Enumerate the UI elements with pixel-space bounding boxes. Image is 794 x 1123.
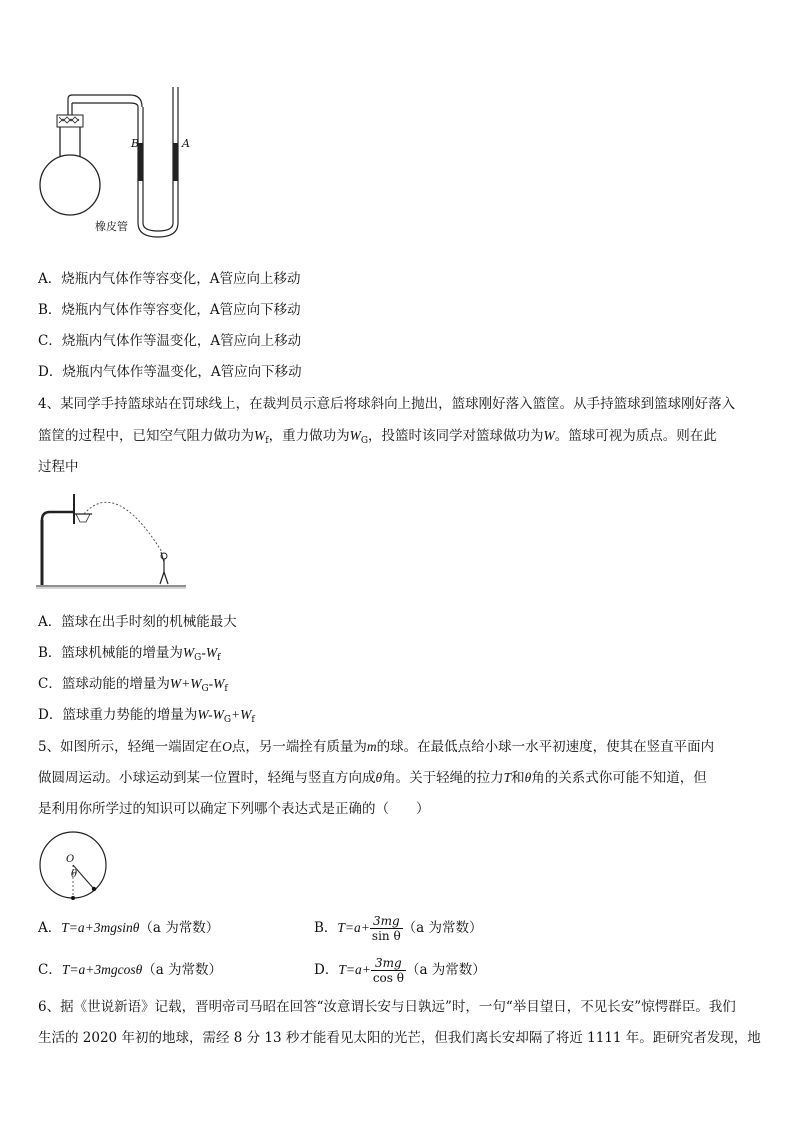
q5-option-b: B．T=a+ $\frac{3mg}{\text{sin θ}}$ （a 为常数） (314, 914, 483, 943)
q3-option-d: D．烧瓶内气体作等温变化，A管应向下移动 (38, 364, 302, 380)
q4-option-a: A．篮球在出手时刻的机械能最大 (38, 614, 237, 630)
q6-line-2: 生活的 2020 年初的地球，需经 8 分 13 秒才能看见太阳的光芒，但我们离长安却隔了将近 1111 年。距研究者发现，地 (38, 1030, 761, 1046)
q6-line-1: 6、据《世说新语》记载，晋明帝司马昭在回答“汝意谓长安与日孰远”时，一句“举目望日，不见长安”惊愕群臣。我们 (38, 999, 736, 1015)
fraction-3mg-over-cos: $\frac{3mg}{\text{cos θ}}$ (372, 956, 404, 985)
q4-line-2: 篮筐的过程中，已知空气阻力做功为$W_f$，重力做功为$W_G$，投篮时该同学对篮球做功为W。篮球可视为质点。则在此 (38, 428, 717, 446)
q4-option-c: C．篮球动能的增量为$W+W_G-W_f$ (38, 676, 228, 694)
q4-line-1: 4、某同学手持篮球站在罚球线上，在裁判员示意后将球斜向上抛出，篮球刚好落入篮筐。从手持篮球到篮球刚好落入 (38, 396, 736, 412)
circle-label-o: O (66, 854, 75, 865)
circle-label-theta: θ (71, 869, 78, 880)
q4-option-b: B．篮球机械能的增量为$W_G-W_f$ (38, 645, 221, 663)
q5-option-d: D．T=a+ $\frac{3mg}{\text{cos θ}}$ （a 为常数） (314, 956, 486, 985)
q3-option-a: A．烧瓶内气体作等容变化，A管应向上移动 (38, 271, 301, 287)
q3-option-c: C．烧瓶内气体作等温变化，A管应向上移动 (38, 333, 302, 349)
q5-option-a: A．T=a+3mgsinθ（a 为常数） (38, 920, 220, 936)
q5-line-2: 做圆周运动。小球运动到某一位置时，轻绳与竖直方向成θ角。关于轻绳的拉力T和θ角的关系式你可能不知道，但 (38, 770, 707, 786)
basketball-figure (36, 490, 186, 592)
label-rubber-tube: 橡皮管 (95, 220, 128, 233)
label-b: B (131, 137, 140, 150)
fraction-3mg-over-sin: $\frac{3mg}{\text{sin θ}}$ (371, 914, 401, 943)
q4-line-3: 过程中 (38, 459, 79, 475)
q3-option-b: B．烧瓶内气体作等容变化，A管应向下移动 (38, 302, 301, 318)
q5-line-1: 5、如图所示，轻绳一端固定在O点，另一端拴有质量为m的球。在最低点给小球一水平初速度，使其在竖直平面内 (38, 739, 715, 755)
q5-option-c: C．T=a+3mgcosθ（a 为常数） (38, 962, 223, 978)
circle-figure (38, 830, 110, 902)
label-a: A (182, 137, 190, 150)
q4-option-d: D．篮球重力势能的增量为$W-W_G+W_f$ (38, 707, 255, 725)
q5-line-3: 是利用你所学过的知识可以确定下列哪个表达式是正确的（ ） (38, 801, 430, 817)
